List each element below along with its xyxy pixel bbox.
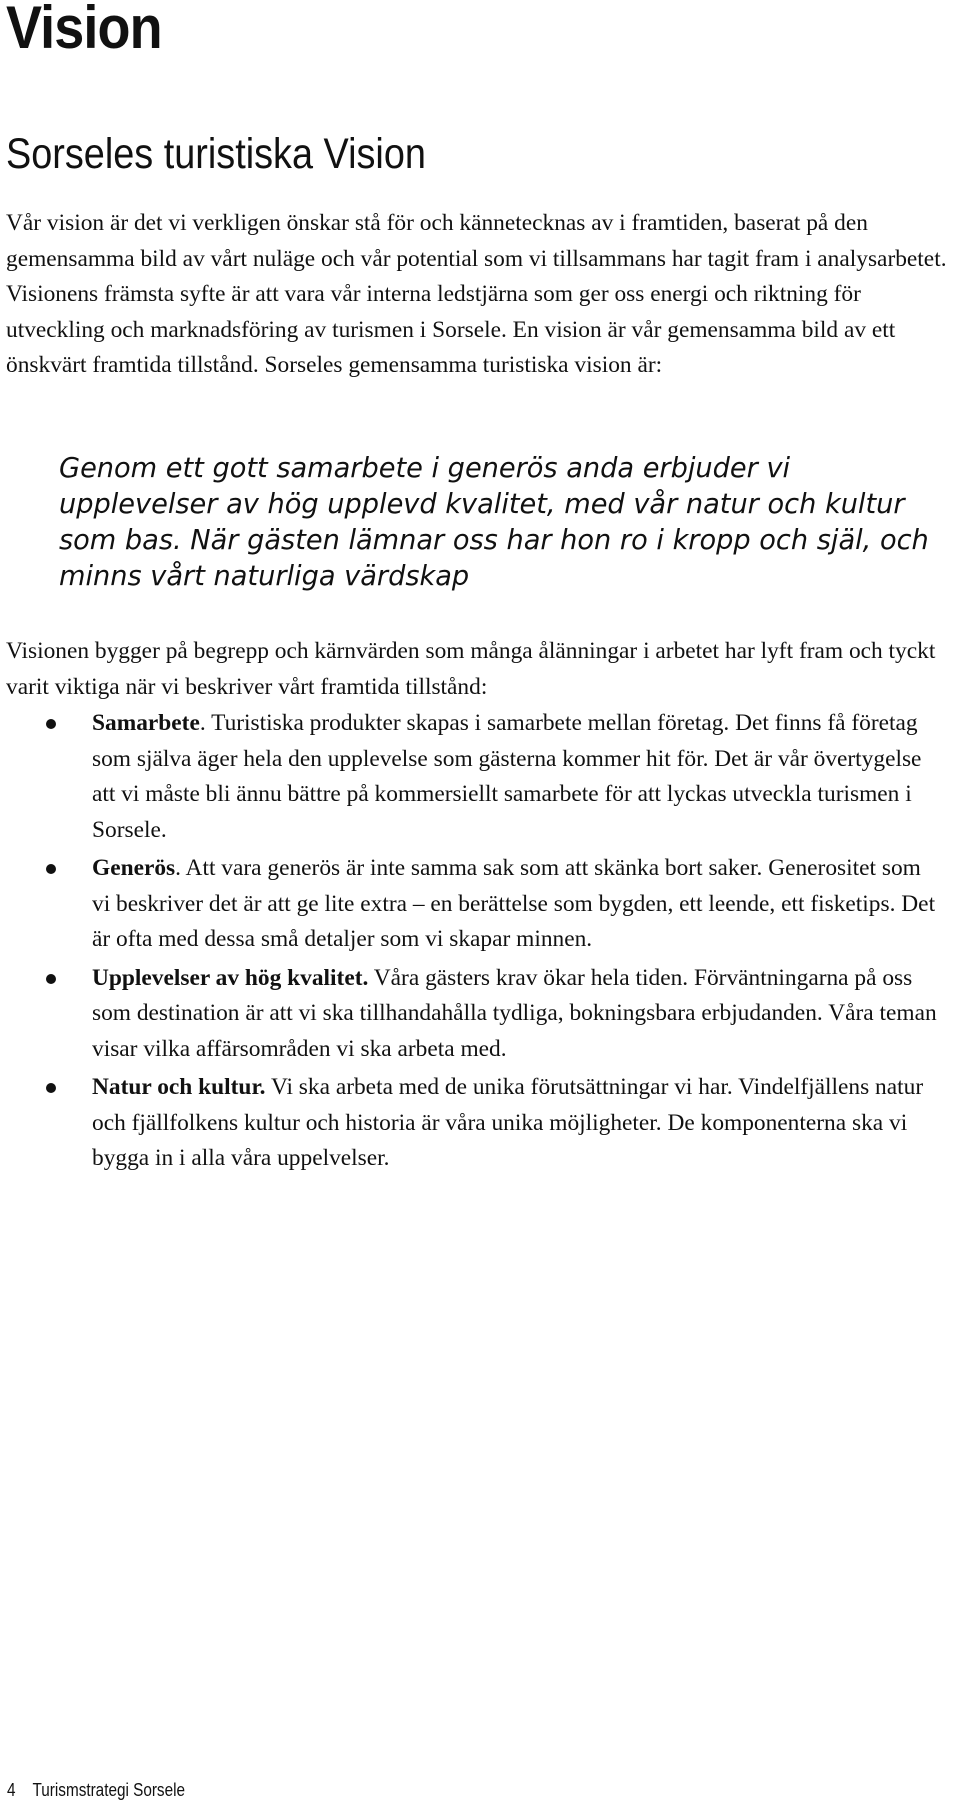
bullet-icon [46, 974, 56, 984]
value-description: Våra gästers krav ökar hela tiden. Förväntningarna på oss som destination är att vi ska tillhandahålla tydliga, bokningsbara erbjudanden. Våra teman visar vilka affärsområden vi ska arbeta med. [92, 964, 937, 1062]
page-number: 4 [7, 1780, 16, 1800]
value-term: Natur och kultur. [92, 1074, 266, 1100]
intro-paragraph: Vår vision är det vi verkligen önskar stå för och kännetecknas av i framtiden, baserat på den gemensamma bild av vårt nuläge och vår potential som vi tillsammans har tagit fram i analysarbetet. Visionens främsta syfte är att vara vår interna ledstjärna som ger oss energi och riktning för utveckling och marknadsföring av turismen i Sorsele. En vision är vår gemensamma bild av ett önskvärt framtida tillstånd. Sorseles gemensamma turistiska vision är: [6, 210, 947, 378]
core-values-list [0, 706, 940, 1180]
value-term: Upplevelser av hög kvalitet. [92, 964, 369, 991]
list-item [0, 1070, 940, 1177]
list-item [0, 851, 940, 958]
vision-statement: Genom ett gott samarbete i generös anda erbjuder vi upplevelser av hög upplevd kvalitet, med vår natur och kultur som bas. När gästen lämnar oss har hon ro i kropp och själ, och minns vårt naturliga värdskap [59, 453, 929, 592]
bullet-icon [46, 1083, 56, 1093]
page-footer [7, 1779, 185, 1801]
values-intro-paragraph: Visionen bygger på begrepp och kärnvärden som många ålänningar i arbetet har lyft fram och tyckt varit viktiga när vi beskriver vårt framtida tillstånd: [6, 638, 936, 700]
value-term: Generös [92, 855, 176, 881]
list-item [0, 706, 940, 848]
bullet-icon [46, 864, 56, 874]
value-term: Samarbete [92, 710, 200, 736]
value-description: Vi ska arbeta med de unika förutsättningar vi har. Vindelfjällens natur och fjällfolkens kultur och historia är våra unika möjligheter. De komponenterna ska vi bygga in i alla våra uppelvelser. [92, 1074, 924, 1171]
bullet-icon [46, 719, 56, 729]
value-description: . Turistiska produkter skapas i samarbete mellan företag. Det finns få företag som själva äger hela den upplevelse som gästerna kommer hit för. Det är vår övertygelse att vi måste bli ännu bättre på kommersiellt samarbete för att lyckas utveckla turismen i Sorsele. [92, 710, 922, 843]
section-heading: Sorseles turistiska Vision [6, 130, 426, 178]
footer-document-title: Turismstrategi Sorsele [32, 1780, 185, 1800]
value-description: . Att vara generös är inte samma sak som att skänka bort saker. Generositet som vi beskriver det är att ge lite extra – en berättelse som bygden, ett leende, ett fisketips. Det är ofta med dessa små detaljer som vi skapar minnen. [92, 855, 936, 952]
page-title: Vision [6, 0, 162, 61]
list-item [0, 961, 940, 1068]
